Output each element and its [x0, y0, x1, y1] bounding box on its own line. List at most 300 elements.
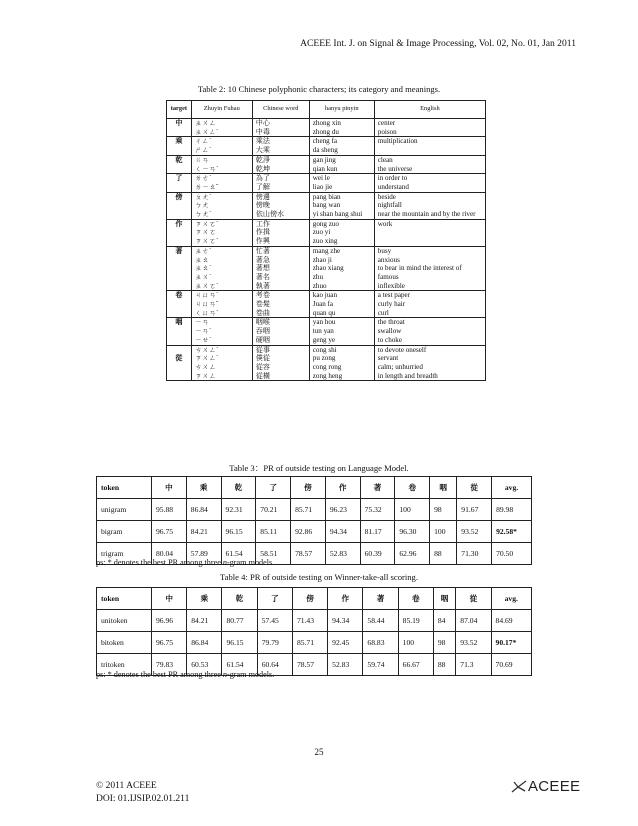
table2-cell-english: clean — [374, 155, 485, 164]
table4-cell: 58.44 — [363, 610, 398, 632]
table3-header-cell: 乘 — [186, 477, 221, 499]
table4-cell: 96.75 — [152, 632, 187, 654]
table2-cell-target — [167, 309, 192, 318]
table3-header-cell: 傍 — [291, 477, 326, 499]
table-row — [97, 632, 532, 654]
table-row — [167, 363, 486, 372]
table2-cell-word: 硬咽 — [252, 336, 309, 345]
table2-cell-english: servant — [374, 354, 485, 363]
table4-cell: 52.83 — [328, 654, 363, 676]
table2-cell-english: the universe — [374, 165, 485, 174]
table2-cell-word: 中心 — [252, 119, 309, 128]
footer — [96, 780, 189, 805]
table2-cell-english: understand — [374, 183, 485, 192]
winner-take-all-pr-table — [96, 587, 532, 676]
table3-cell: 96.75 — [152, 521, 187, 543]
table4-cell: 100 — [398, 632, 433, 654]
table2-cell-zhuyin: ㄓㄨㄛˊ — [191, 282, 252, 291]
table2-cell-english: inflexible — [374, 282, 485, 291]
table3-caption-label: Table 3 — [229, 463, 255, 473]
table4-header-cell: avg. — [491, 588, 531, 610]
table2-cell-english: nightfall — [374, 201, 485, 210]
table2-cell-pinyin: zuo yi — [309, 228, 374, 237]
table2-cell-target — [167, 165, 192, 174]
table3-cell: unigram — [97, 499, 152, 521]
table2-cell-target — [167, 201, 192, 210]
table4-cell: 80.77 — [222, 610, 257, 632]
table2-cell-zhuyin: ㄓㄨˋ — [191, 273, 252, 282]
table2-cell-word: 卷曲 — [252, 309, 309, 318]
table2-cell-word: 著名 — [252, 273, 309, 282]
table-row — [167, 219, 486, 228]
table3-header-cell: 著 — [360, 477, 395, 499]
table2-cell-target — [167, 146, 192, 155]
table2-cell-english: anxious — [374, 256, 485, 265]
table2-cell-word: 著想 — [252, 264, 309, 273]
table4-header-cell: 咽 — [433, 588, 455, 610]
table2-cell-target — [167, 345, 192, 354]
table3-header-cell: 乾 — [221, 477, 256, 499]
table4-header-cell: 從 — [456, 588, 491, 610]
table2-cell-english: near the mountain and by the river — [374, 210, 485, 219]
table4-cell: 60.64 — [257, 654, 292, 676]
table2-cell-english: to devote oneself — [374, 345, 485, 354]
table2-cell-target — [167, 273, 192, 282]
table4-header-row — [97, 588, 532, 610]
table-row — [167, 165, 486, 174]
table3-cell: 91.67 — [457, 499, 492, 521]
table-row — [167, 282, 486, 291]
table3-header-cell: 從 — [457, 477, 492, 499]
table4-cell: tritoken — [97, 654, 152, 676]
polyphonic-characters-table — [166, 100, 486, 381]
table2-cell-word: 執著 — [252, 282, 309, 291]
table3-cell: 94.34 — [325, 521, 360, 543]
table3-cell: 57.89 — [186, 543, 221, 565]
table2-cell-pinyin: zhu — [309, 273, 374, 282]
table3-cell: 61.54 — [221, 543, 256, 565]
table2-cell-word: 依山傍水 — [252, 210, 309, 219]
table2-cell-target: 從 — [167, 354, 192, 363]
table-row — [167, 183, 486, 192]
table2-cell-pinyin: qian kun — [309, 165, 374, 174]
table2-cell-english: work — [374, 219, 485, 228]
table2-cell-target — [167, 183, 192, 192]
table-row — [167, 174, 486, 183]
table2-cell-pinyin: zhong xin — [309, 119, 374, 128]
table4-cell: 85.19 — [398, 610, 433, 632]
table3-cell: 95.88 — [152, 499, 187, 521]
table2-cell-word: 從事 — [252, 345, 309, 354]
table4-header-cell: 中 — [152, 588, 187, 610]
table3-header-cell: 卷 — [395, 477, 430, 499]
table2-header-row — [167, 101, 486, 119]
table2-cell-zhuyin: ㄧㄢ — [191, 318, 252, 327]
table3-header-cell: avg. — [492, 477, 532, 499]
table4-cell: 61.54 — [222, 654, 257, 676]
table2-cell-english: a test paper — [374, 291, 485, 300]
table3-cell: 96.23 — [325, 499, 360, 521]
table2-cell-target: 卷 — [167, 291, 192, 300]
table3-cell: 62.96 — [395, 543, 430, 565]
table4-cell: 66.67 — [398, 654, 433, 676]
table4-note-prefix: ps: * denotes the best PR among three — [96, 670, 223, 679]
table4-header-cell: 傍 — [292, 588, 327, 610]
table2-cell-pinyin: pang bian — [309, 192, 374, 201]
table2-cell-word: 為了 — [252, 174, 309, 183]
table2-cell-word: 傍邊 — [252, 192, 309, 201]
table2-cell-pinyin: gan jing — [309, 155, 374, 164]
table2-cell-word: 忙著 — [252, 246, 309, 255]
table2-cell-pinyin: zhong du — [309, 128, 374, 137]
table2-header-cell: target — [167, 101, 192, 119]
table2-cell-english: in length and breadth — [374, 372, 485, 381]
table2-cell-pinyin: quan qu — [309, 309, 374, 318]
table2-cell-word: 作揖 — [252, 228, 309, 237]
table2-cell-target — [167, 264, 192, 273]
table2-caption-text: : 10 Chinese polyphonic characters; its category and meanings. — [223, 84, 441, 94]
table3-cell: trigram — [97, 543, 152, 565]
table3-cell: 85.11 — [256, 521, 291, 543]
table2-cell-target: 咽 — [167, 318, 192, 327]
table2-cell-target — [167, 237, 192, 246]
table-row — [167, 228, 486, 237]
table2-cell-pinyin: gong zuo — [309, 219, 374, 228]
table2-header-cell: hanyu pinyin — [309, 101, 374, 119]
table3-caption — [0, 462, 638, 474]
table4-cell: 60.53 — [187, 654, 222, 676]
table4-cell: 71.3 — [456, 654, 491, 676]
table2-cell-pinyin: geng ye — [309, 336, 374, 345]
table3-cell: 96.15 — [221, 521, 256, 543]
table3-cell: 89.98 — [492, 499, 532, 521]
table2-header-cell: Zhuyin Fuhau — [191, 101, 252, 119]
table3-header-cell: token — [97, 477, 152, 499]
table-row — [167, 354, 486, 363]
table2-cell-word: 大乘 — [252, 146, 309, 155]
table4-header-cell: token — [97, 588, 152, 610]
table4-cell: 90.17* — [491, 632, 531, 654]
table-row — [167, 201, 486, 210]
table2-cell-english — [374, 237, 485, 246]
table2-cell-pinyin: cheng fa — [309, 137, 374, 146]
table4-cell: 92.45 — [328, 632, 363, 654]
table2-cell-english: curly hair — [374, 300, 485, 309]
table2-cell-pinyin: yi shan bang shui — [309, 210, 374, 219]
table2-cell-pinyin: yan hou — [309, 318, 374, 327]
table4-note-italic: n — [222, 670, 227, 679]
table2-cell-word: 僕從 — [252, 354, 309, 363]
table4-cell: bitoken — [97, 632, 152, 654]
table2-cell-target — [167, 300, 192, 309]
table2-cell-english: curl — [374, 309, 485, 318]
table2-cell-zhuyin: ㄧㄝˋ — [191, 336, 252, 345]
table2-body — [167, 119, 486, 381]
table4-cell: 84.21 — [187, 610, 222, 632]
table3-cell: 92.58* — [492, 521, 532, 543]
table2-cell-english: to choke — [374, 336, 485, 345]
table2-cell-word: 中毒 — [252, 128, 309, 137]
table-row — [167, 246, 486, 255]
table3-cell: 86.84 — [186, 499, 221, 521]
swoosh-icon — [510, 778, 528, 796]
table4-header-cell: 著 — [363, 588, 398, 610]
table2-cell-zhuyin: ㄅㄤˋ — [191, 210, 252, 219]
table4-note — [96, 670, 274, 679]
table3-note-suffix: -gram models. — [226, 558, 275, 567]
table3-cell: 75.32 — [360, 499, 395, 521]
aceee-logo — [510, 778, 580, 796]
table2-cell-english: beside — [374, 192, 485, 201]
table-row — [167, 192, 486, 201]
table2-cell-zhuyin: ㄓㄨㄥˋ — [191, 128, 252, 137]
table4-cell: 88 — [433, 654, 455, 676]
table2-cell-target: 乘 — [167, 137, 192, 146]
table2-cell-word: 乾淨 — [252, 155, 309, 164]
table2-header-cell: English — [374, 101, 485, 119]
table2-cell-english: multiplication — [374, 137, 485, 146]
table2-cell-zhuyin: ㄧㄢˋ — [191, 327, 252, 336]
table3-note-italic: n — [222, 558, 227, 567]
table2-cell-english: calm; unhurried — [374, 363, 485, 372]
table3-header-cell: 咽 — [430, 477, 457, 499]
table2-cell-pinyin: pu zong — [309, 354, 374, 363]
table2-cell-target: 中 — [167, 119, 192, 128]
table2-cell-pinyin: zong heng — [309, 372, 374, 381]
table4-cell: 86.84 — [187, 632, 222, 654]
table3-body — [97, 499, 532, 565]
table2-cell-pinyin: kao juan — [309, 291, 374, 300]
table2-cell-zhuyin: ㄗㄨㄥˋ — [191, 354, 252, 363]
table2-cell-pinyin: zhuo — [309, 282, 374, 291]
table2-cell-target — [167, 228, 192, 237]
table3-cell: 70.21 — [256, 499, 291, 521]
table4-header-cell: 卷 — [398, 588, 433, 610]
table2-cell-zhuyin: ㄗㄨㄛˊ — [191, 237, 252, 246]
table-row — [167, 273, 486, 282]
table-row — [97, 499, 532, 521]
table3-header-cell: 中 — [152, 477, 187, 499]
table2-caption-label: Table 2 — [197, 84, 224, 94]
table3-header-cell: 作 — [325, 477, 360, 499]
table2-cell-word: 傍晚 — [252, 201, 309, 210]
table3-note — [96, 558, 274, 567]
table2-cell-target: 傍 — [167, 192, 192, 201]
table2-cell-zhuyin: ㄆㄤˊ — [191, 192, 252, 201]
table2-cell-word: 從容 — [252, 363, 309, 372]
table2-cell-zhuyin: ㄅㄤ — [191, 201, 252, 210]
table2-cell-zhuyin: ㄓㄠˊ — [191, 264, 252, 273]
table3-cell: 100 — [395, 499, 430, 521]
table3-cell: bigram — [97, 521, 152, 543]
table2-cell-zhuyin: ㄍㄢ — [191, 155, 252, 164]
table2-cell-target — [167, 336, 192, 345]
table2-cell-zhuyin: ㄌㄜˊ — [191, 174, 252, 183]
table2-cell-word: 著急 — [252, 256, 309, 265]
table-row — [167, 309, 486, 318]
table3-cell: 60.39 — [360, 543, 395, 565]
table2-cell-pinyin: tun yan — [309, 327, 374, 336]
doi-text: DOI: 01.IJSIP.02.01.211 — [96, 793, 190, 804]
table3-caption-text: ：PR of outside testing on Language Model. — [254, 463, 409, 473]
table3-cell: 58.51 — [256, 543, 291, 565]
table3-cell: 70.50 — [492, 543, 532, 565]
table4-cell: 59.74 — [363, 654, 398, 676]
table-row — [167, 300, 486, 309]
table3-cell: 85.71 — [291, 499, 326, 521]
table2-cell-english: to bear in mind the interest of — [374, 264, 485, 273]
table-row — [167, 336, 486, 345]
table4-header-cell: 乘 — [187, 588, 222, 610]
table2-cell-pinyin: cong rong — [309, 363, 374, 372]
table-row — [167, 256, 486, 265]
table2-cell-english — [374, 228, 485, 237]
table-row — [167, 237, 486, 246]
table4-caption-label: Table 4 — [219, 572, 246, 582]
table2-cell-english — [374, 146, 485, 155]
table2-cell-pinyin: liao jie — [309, 183, 374, 192]
table2-cell-zhuyin: ㄐㄩㄢˇ — [191, 300, 252, 309]
table2-cell-target: 著 — [167, 246, 192, 255]
table2-cell-word: 乾坤 — [252, 165, 309, 174]
table-row — [97, 610, 532, 632]
copyright-text: © 2011 ACEEE — [96, 781, 157, 791]
table3-cell: 52.83 — [325, 543, 360, 565]
table2-cell-word: 咽喉 — [252, 318, 309, 327]
table2-cell-pinyin: zhao xiang — [309, 264, 374, 273]
table4-header-cell: 作 — [328, 588, 363, 610]
table2-cell-english: in order to — [374, 174, 485, 183]
table2-cell-target: 乾 — [167, 155, 192, 164]
table2-cell-word: 考卷 — [252, 291, 309, 300]
table2-cell-zhuyin: ㄌㄧㄠˇ — [191, 183, 252, 192]
table2-header-cell: Chinese word — [252, 101, 309, 119]
table4-cell: 85.71 — [292, 632, 327, 654]
table2-cell-zhuyin: ㄔㄥˊ — [191, 137, 252, 146]
table2-cell-pinyin: da sheng — [309, 146, 374, 155]
table2-cell-zhuyin: ㄕㄥˋ — [191, 146, 252, 155]
table-row — [97, 521, 532, 543]
table4-cell: 96.15 — [222, 632, 257, 654]
table3-cell: 81.17 — [360, 521, 395, 543]
table-row — [167, 372, 486, 381]
table2-cell-word: 了解 — [252, 183, 309, 192]
table2-cell-word: 作興 — [252, 237, 309, 246]
table2-cell-target: 了 — [167, 174, 192, 183]
table2-cell-pinyin: bang wan — [309, 201, 374, 210]
table2-cell-target: 作 — [167, 219, 192, 228]
table3-cell: 71.30 — [457, 543, 492, 565]
table2-cell-target — [167, 128, 192, 137]
table2-cell-zhuyin: ㄓㄨㄥ — [191, 119, 252, 128]
table2-cell-zhuyin: ㄗㄨㄥ — [191, 372, 252, 381]
table2-cell-word: 吞咽 — [252, 327, 309, 336]
language-model-pr-table — [96, 476, 532, 565]
table4-cell: 70.69 — [491, 654, 531, 676]
table2-cell-pinyin: zhao ji — [309, 256, 374, 265]
table4-cell: 68.83 — [363, 632, 398, 654]
table2-cell-word: 工作 — [252, 219, 309, 228]
table2-caption — [0, 84, 638, 94]
table-row — [167, 264, 486, 273]
table3-cell: 84.21 — [186, 521, 221, 543]
table3-note-prefix: ps: * denotes the best PR among three — [96, 558, 223, 567]
table-row — [167, 318, 486, 327]
table4-body — [97, 610, 532, 676]
table2-cell-zhuyin: ㄘㄨㄥˊ — [191, 345, 252, 354]
running-header: ACEEE Int. J. on Signal & Image Processing, Vol. 02, No. 01, Jan 2011 — [300, 38, 576, 49]
table2-cell-zhuyin: ㄓㄠ — [191, 256, 252, 265]
table3-cell: 78.57 — [291, 543, 326, 565]
table4-cell: 57.45 — [257, 610, 292, 632]
table-row — [167, 128, 486, 137]
table4-cell: 87.04 — [456, 610, 491, 632]
table-row — [167, 210, 486, 219]
table-row — [167, 146, 486, 155]
table4-caption — [0, 572, 638, 582]
table4-cell: unitoken — [97, 610, 152, 632]
table3-cell: 93.52 — [457, 521, 492, 543]
table4-cell: 78.57 — [292, 654, 327, 676]
logo-text: ACEEE — [528, 778, 581, 795]
table2-cell-target — [167, 210, 192, 219]
table2-cell-pinyin: mang zhe — [309, 246, 374, 255]
table4-header-cell: 乾 — [222, 588, 257, 610]
table4-cell: 79.79 — [257, 632, 292, 654]
table3-cell: 98 — [430, 499, 457, 521]
table3-cell: 100 — [430, 521, 457, 543]
table2-cell-english: center — [374, 119, 485, 128]
table4-caption-text: : PR of outside testing on Winner-take-all scoring. — [245, 572, 419, 582]
table3-cell: 92.31 — [221, 499, 256, 521]
table2-cell-zhuyin: ㄗㄨㄛˋ — [191, 219, 252, 228]
table4-cell: 84 — [433, 610, 455, 632]
table4-cell: 93.52 — [456, 632, 491, 654]
table2-cell-zhuyin: ㄐㄩㄢˋ — [191, 291, 252, 300]
table2-cell-word: 從橫 — [252, 372, 309, 381]
table2-cell-zhuyin: ㄑㄩㄢˊ — [191, 309, 252, 318]
table-row — [167, 327, 486, 336]
table4-note-suffix: -gram models. — [226, 670, 275, 679]
table2-cell-zhuyin: ㄓㄜˊ — [191, 246, 252, 255]
table3-cell: 96.30 — [395, 521, 430, 543]
table-row — [167, 137, 486, 146]
table2-cell-word: 卷髮 — [252, 300, 309, 309]
table4-header-cell: 了 — [257, 588, 292, 610]
table3-cell: 88 — [430, 543, 457, 565]
table4-cell: 94.34 — [328, 610, 363, 632]
table4-cell: 79.83 — [152, 654, 187, 676]
table2-cell-zhuyin: ㄗㄨㄛ — [191, 228, 252, 237]
table2-cell-pinyin: wei le — [309, 174, 374, 183]
table-row — [167, 155, 486, 164]
table2-cell-english: the throat — [374, 318, 485, 327]
page-number: 25 — [314, 747, 324, 757]
table2-cell-target — [167, 327, 192, 336]
table2-cell-target — [167, 282, 192, 291]
table2-cell-zhuyin: ㄑㄧㄢˊ — [191, 165, 252, 174]
table4-cell: 84.69 — [491, 610, 531, 632]
table2-cell-pinyin: cong shi — [309, 345, 374, 354]
table4-cell: 71.43 — [292, 610, 327, 632]
table2-cell-pinyin: zuo xing — [309, 237, 374, 246]
table2-cell-english: poison — [374, 128, 485, 137]
table4-cell: 96.96 — [152, 610, 187, 632]
table2-cell-word: 乘法 — [252, 137, 309, 146]
table2-cell-english: busy — [374, 246, 485, 255]
table2-cell-english: famous — [374, 273, 485, 282]
table3-header-row — [97, 477, 532, 499]
